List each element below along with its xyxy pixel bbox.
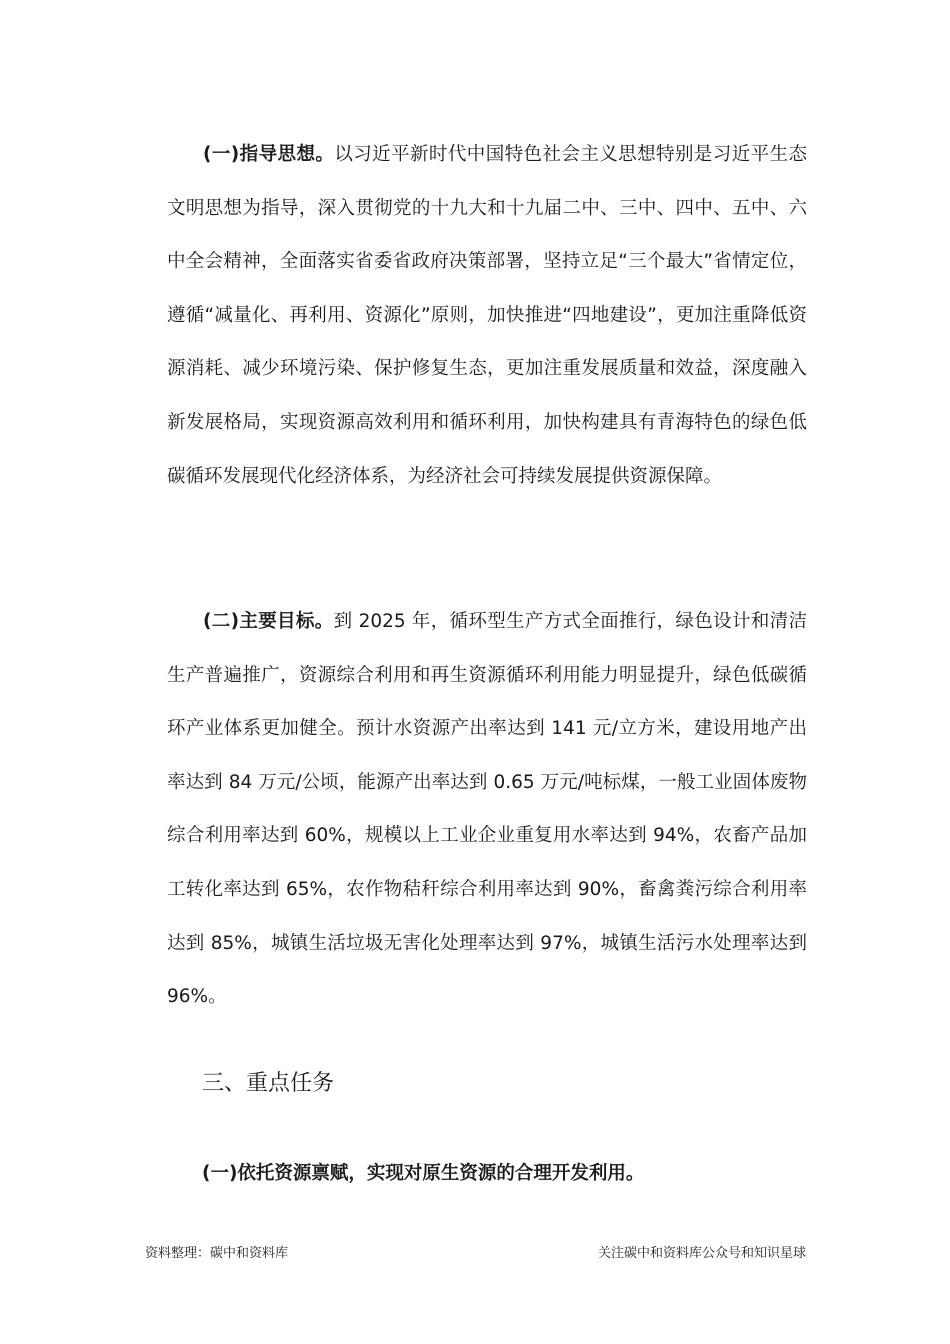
footer-source: 资料整理：碳中和资料库 [145, 1246, 289, 1261]
footer-follow-note: 关注碳中和资料库公众号和知识星球 [597, 1246, 806, 1261]
subsection-heading: (一)依托资源禀赋，实现对原生资源的合理开发利用。 [202, 1163, 645, 1184]
guiding-ideology-lead: (一)指导思想。 [203, 144, 335, 165]
guiding-ideology-body: 以习近平新时代中国特色社会主义思想特别是习近平生态文明思想为指导，深入贯彻党的十九大和十九届二中、三中、四中、五中、六中全会精神，全面落实省委省政府决策部署，坚持立足“三个最大”省情定位，遵循“减量化、再利用、资源化”原则，加快推进“四地建设”，更加注重降低资源消耗、减少环境污染、保护修复生态，更加注重发展质量和效益，深度融入新发展格局，实现资源高效利用和循环利用，加快构建具有青海特色的绿色低碳循环发展现代化经济体系，为经济社会可持续发展提供资源保障。 [167, 144, 807, 487]
main-goals-paragraph [167, 595, 807, 1024]
main-goals-lead: (二)主要目标。 [203, 611, 334, 632]
section-heading: 三、重点任务 [202, 1071, 335, 1096]
guiding-ideology-paragraph [167, 128, 807, 503]
main-goals-body: 到 2025 年，循环型生产方式全面推行，绿色设计和清洁生产普遍推广，资源综合利用和再生资源循环利用能力明显提升，绿色低碳循环产业体系更加健全。预计水资源产出率达到 141 元/立方米，建设用地产出率达到 84 万元/公顷，能源产出率达到 0.65 万元/吨标煤，一般工业固体废物综合利用率达到 60%，规模以上工业企业重复用水率达到 94%，农畜产品加工转化率达到 65%，农作物秸秆综合利用率达到 90%，畜禽粪污综合利用率达到 85%，城镇生活垃圾无害化处理率达到 97%，城镇生活污水处理率达到 96%。 [167, 611, 807, 1008]
